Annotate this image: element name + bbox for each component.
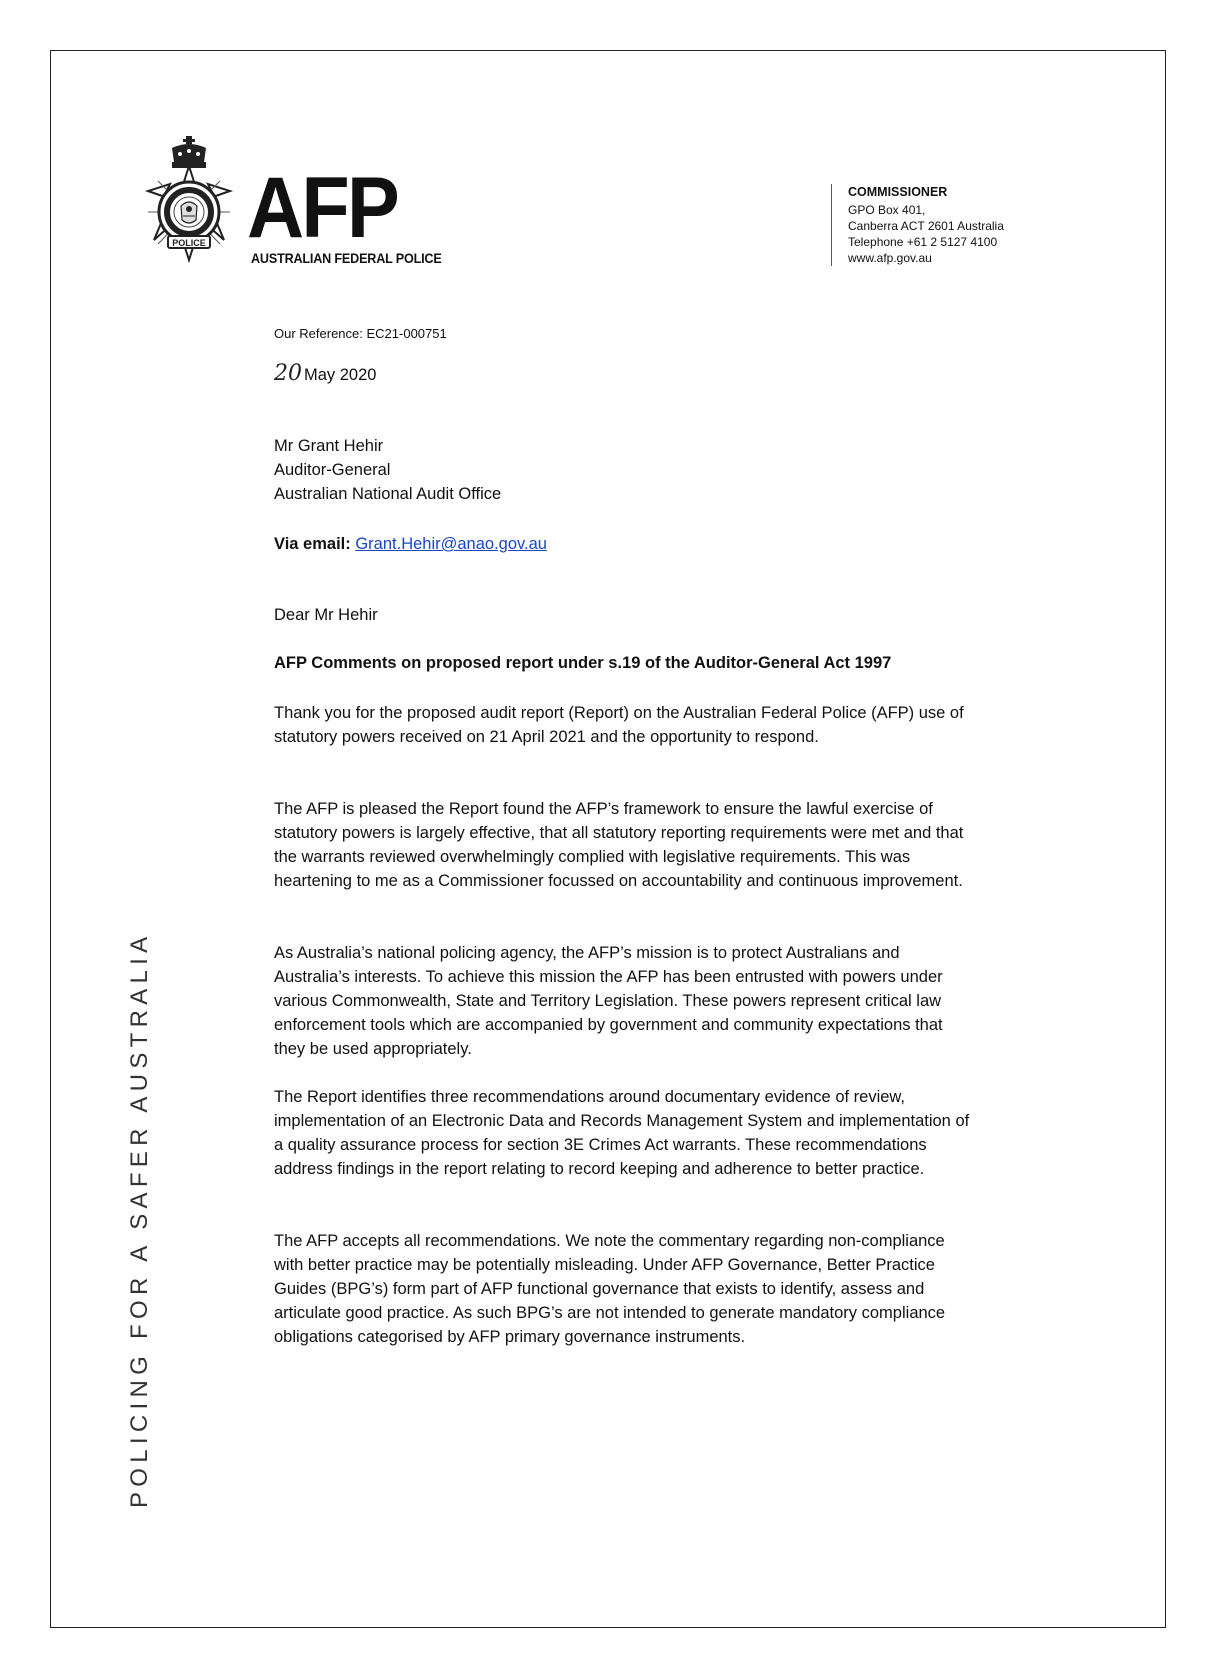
paragraph: The AFP accepts all recommendations. We note the commentary regarding non-compliance with better practice may be potentially misleading. Under AFP Governance, Better Practice Guides (BPG’s) form part of AFP functional governance that exists to identify, assess and articulate good practice. As such BPG’s are not intended to generate mandatory compliance obligations categorised by AFP primary governance instruments. [274,1232,946,1346]
our-reference: Our Reference: EC21-000751 [274,326,447,341]
telephone: Telephone +61 2 5127 4100 [848,235,998,249]
recipient-organisation: Australian National Audit Office [274,485,502,503]
website: www.afp.gov.au [848,251,932,265]
address-line-1: GPO Box 401, [848,203,926,217]
date-month-year: May 2020 [304,366,377,384]
recipient-title: Auditor-General [274,461,391,479]
via-email-line [274,532,547,556]
sender-office: COMMISSIONER [848,185,948,199]
recipient-email-link[interactable]: Grant.Hehir@anao.gov.au [355,535,547,553]
sender-address-block [831,184,1004,266]
recipient-name: Mr Grant Hehir [274,437,384,455]
afp-logo-subtitle: AUSTRALIAN FEDERAL POLICE [251,250,442,266]
paragraph: The AFP is pleased the Report found the AFP’s framework to ensure the lawful exercise of statutory powers is largely effective, that all statutory reporting requirements were met and that the warrants reviewed overwhelmingly complied with legislative requirements. This was heartening to me as a Commissioner focussed on accountability and continuous improvement. [274,800,964,890]
paragraph: Thank you for the proposed audit report (Report) on the Australian Federal Police (AFP) use of statutory powers received on 21 April 2021 and the opportunity to respond. [274,704,964,746]
paragraph: The Report identifies three recommendations around documentary evidence of review, implementation of an Electronic Data and Records Management System and implementation of a quality assurance process for section 3E Crimes Act warrants. These recommendations address findings in the report relating to record keeping and adherence to better practice. [274,1088,970,1178]
afp-crest-logo [138,136,240,266]
letter-date [274,362,376,387]
address-line-2: Canberra ACT 2601 Australia [848,219,1004,233]
salutation: Dear Mr Hehir [274,606,378,624]
crest-banner-text: POLICE [172,238,206,248]
recipient-block [274,434,501,506]
side-slogan: POLICING FOR A SAFER AUSTRALIA [126,931,153,1508]
paragraph: As Australia’s national policing agency, the AFP’s mission is to protect Australians and Australia’s interests. To achieve this mission the AFP has been entrusted with powers under various Commonwealth, State and Territory Legislation. These powers represent critical law enforcement tools which are accompanied by government and community expectations that they be used appropriately. [274,944,943,1058]
afp-logo-text: AFP [247,160,397,256]
date-handwritten-day: 20 [274,361,302,386]
letter-subject: AFP Comments on proposed report under s.19 of the Auditor-General Act 1997 [274,654,892,672]
via-email-label: Via email: [274,535,351,553]
